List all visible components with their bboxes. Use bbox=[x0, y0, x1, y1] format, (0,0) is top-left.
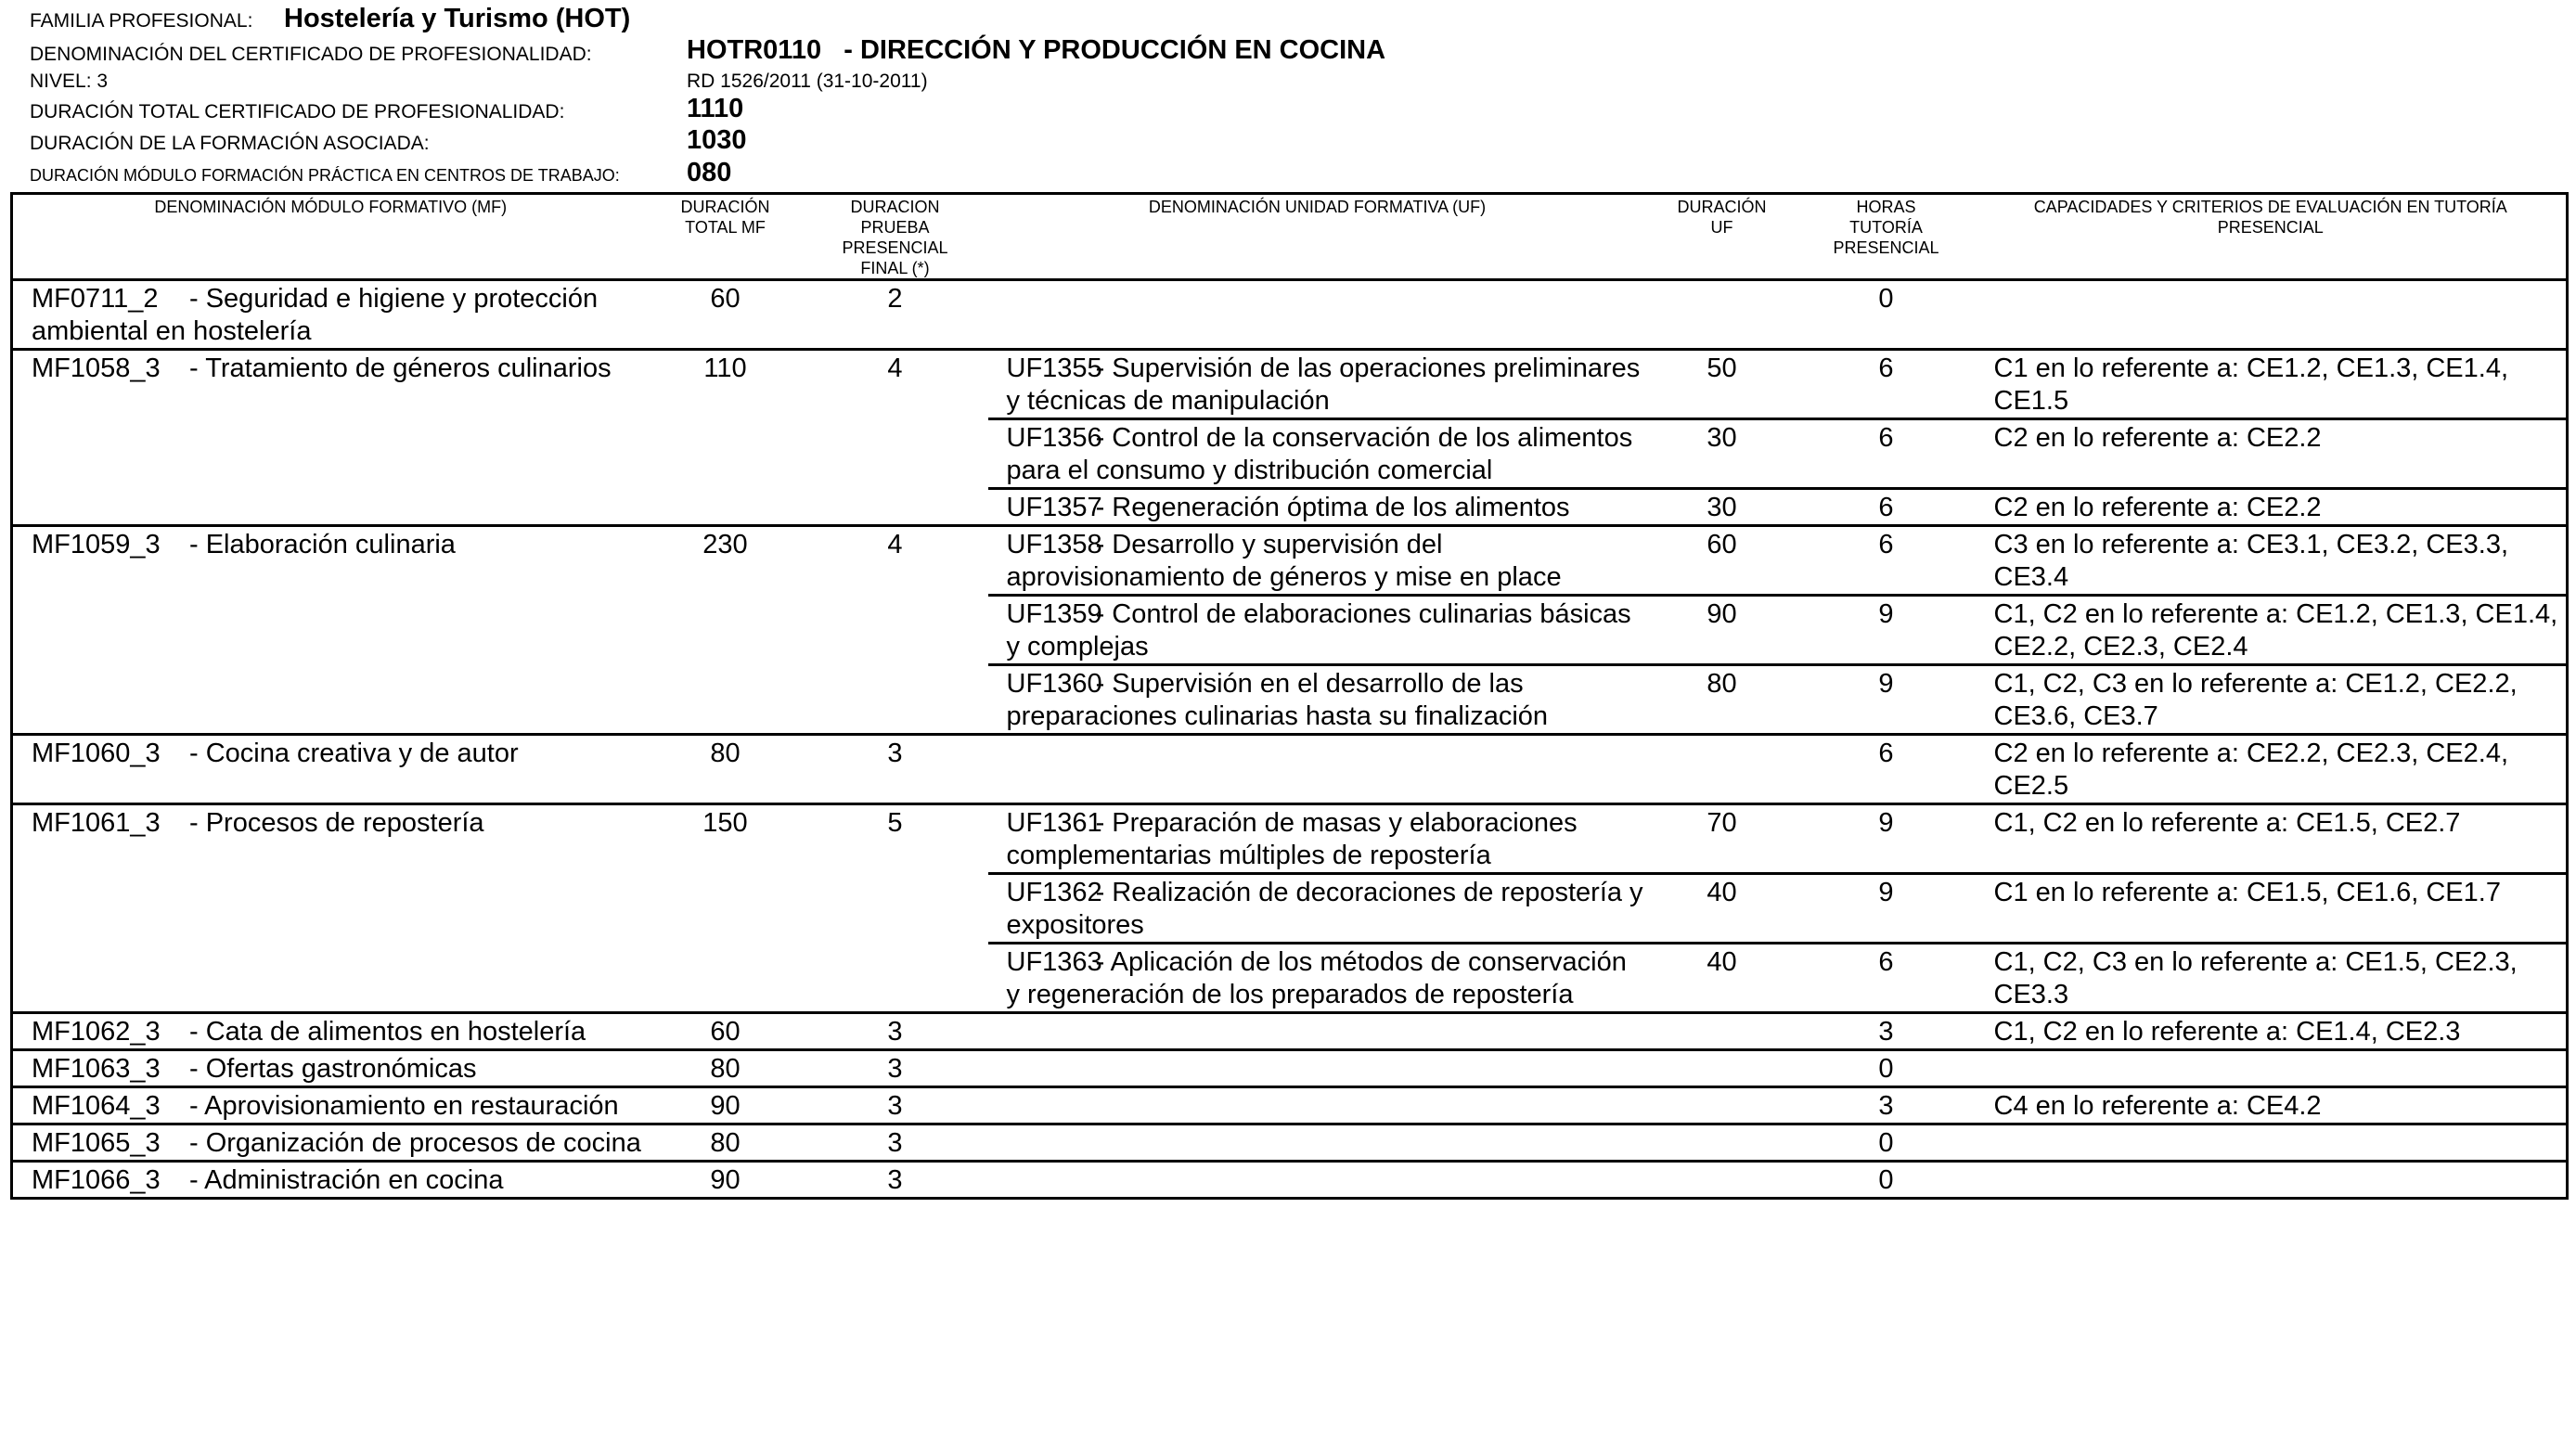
unit-name: - Control de elaboraciones culinarias básicas y complejas bbox=[1006, 599, 1631, 662]
module-code: MF1061_3 bbox=[32, 808, 161, 838]
unit-duracion: 30 bbox=[1647, 419, 1797, 489]
module-duracion: 90 bbox=[649, 1162, 803, 1199]
unit-capacidades: C1 en lo referente a: CE1.2, CE1.3, CE1.4, CE1.5 bbox=[1976, 350, 2568, 419]
unit-capacidades: C4 en lo referente a: CE4.2 bbox=[1976, 1087, 2568, 1124]
module-name-cell bbox=[12, 1162, 649, 1199]
module-code: MF1058_3 bbox=[32, 353, 161, 383]
table-row bbox=[12, 1124, 2568, 1162]
rd-value: RD 1526/2011 (31-10-2011) bbox=[687, 71, 928, 92]
unit-duracion bbox=[1647, 735, 1797, 804]
unit-capacidades: C2 en lo referente a: CE2.2 bbox=[1976, 489, 2568, 526]
table-row bbox=[12, 1087, 2568, 1124]
unit-duracion bbox=[1647, 1124, 1797, 1162]
unit-duracion: 90 bbox=[1647, 596, 1797, 665]
module-prueba: 3 bbox=[803, 1050, 988, 1087]
modules-body bbox=[12, 280, 2568, 1199]
module-name: - Aprovisionamiento en restauración bbox=[189, 1091, 619, 1121]
unit-name-cell bbox=[988, 419, 1647, 489]
unit-capacidades bbox=[1976, 280, 2568, 350]
unit-capacidades: C1, C2 en lo referente a: CE1.2, CE1.3, CE1.4, CE2.2, CE2.3, CE2.4 bbox=[1976, 596, 2568, 665]
unit-name: - Realización de decoraciones de repostería y expositores bbox=[1006, 878, 1643, 940]
unit-name-cell bbox=[988, 526, 1647, 596]
module-name: - Procesos de repostería bbox=[189, 808, 484, 838]
module-code: MF1060_3 bbox=[32, 739, 161, 768]
unit-name-cell bbox=[988, 1013, 1647, 1050]
unit-duracion bbox=[1647, 1013, 1797, 1050]
module-name: - Cocina creativa y de autor bbox=[189, 739, 519, 768]
module-prueba: 4 bbox=[803, 526, 988, 735]
module-name-cell bbox=[12, 1050, 649, 1087]
unit-duracion: 80 bbox=[1647, 665, 1797, 735]
module-prueba: 3 bbox=[803, 1124, 988, 1162]
unit-duracion bbox=[1647, 1162, 1797, 1199]
module-duracion: 80 bbox=[649, 1124, 803, 1162]
col-header-horas: HORAS TUTORÍA PRESENCIAL bbox=[1797, 194, 1976, 280]
unit-capacidades bbox=[1976, 1124, 2568, 1162]
unit-code: UF1358 bbox=[1006, 530, 1102, 559]
unit-name: - Supervisión de las operaciones preliminares y técnicas de manipulación bbox=[1006, 353, 1641, 416]
col-header-duracion-mf: DURACIÓN TOTAL MF bbox=[649, 194, 803, 280]
duracion-total-label: DURACIÓN TOTAL CERTIFICADO DE PROFESIONALIDAD: bbox=[30, 101, 565, 122]
table-row bbox=[12, 1013, 2568, 1050]
unit-capacidades: C2 en lo referente a: CE2.2 bbox=[1976, 419, 2568, 489]
module-code: MF1066_3 bbox=[32, 1165, 161, 1195]
module-prueba: 5 bbox=[803, 804, 988, 1013]
unit-duracion bbox=[1647, 1087, 1797, 1124]
unit-name: - Preparación de masas y elaboraciones complementarias múltiples de repostería bbox=[1006, 808, 1578, 870]
unit-name-cell bbox=[988, 665, 1647, 735]
module-code: MF1064_3 bbox=[32, 1091, 161, 1121]
module-code: MF1059_3 bbox=[32, 530, 161, 559]
unit-code: UF1361 bbox=[1006, 808, 1102, 838]
module-name: - Seguridad e higiene y protección ambiental en hostelería bbox=[32, 284, 599, 346]
module-name: - Elaboración culinaria bbox=[189, 530, 456, 559]
module-prueba: 3 bbox=[803, 1087, 988, 1124]
module-code: MF1062_3 bbox=[32, 1017, 161, 1047]
unit-capacidades: C1 en lo referente a: CE1.5, CE1.6, CE1.7 bbox=[1976, 874, 2568, 944]
duracion-formacion-label: DURACIÓN DE LA FORMACIÓN ASOCIADA: bbox=[30, 133, 430, 154]
unit-capacidades bbox=[1976, 1050, 2568, 1087]
unit-capacidades: C1, C2, C3 en lo referente a: CE1.5, CE2.3, CE3.3 bbox=[1976, 944, 2568, 1013]
unit-horas-tutoria: 3 bbox=[1797, 1013, 1976, 1050]
unit-code: UF1356 bbox=[1006, 423, 1102, 453]
module-name-cell bbox=[12, 280, 649, 350]
unit-horas-tutoria: 3 bbox=[1797, 1087, 1976, 1124]
module-code: MF1065_3 bbox=[32, 1128, 161, 1158]
certificate-title: HOTR0110 - DIRECCIÓN Y PRODUCCIÓN EN COCINA bbox=[687, 35, 1386, 65]
modules-table bbox=[10, 192, 2569, 1200]
unit-name: - Aplicación de los métodos de conservación y regeneración de los preparados de repostería bbox=[1006, 947, 1627, 1009]
unit-capacidades: C1, C2, C3 en lo referente a: CE1.2, CE2.2, CE3.6, CE3.7 bbox=[1976, 665, 2568, 735]
table-row bbox=[12, 350, 2568, 419]
module-code: MF1063_3 bbox=[32, 1054, 161, 1084]
col-header-duracion-uf: DURACIÓN UF bbox=[1647, 194, 1797, 280]
table-row bbox=[12, 804, 2568, 874]
unit-capacidades: C1, C2 en lo referente a: CE1.5, CE2.7 bbox=[1976, 804, 2568, 874]
module-prueba: 3 bbox=[803, 1162, 988, 1199]
unit-name-cell bbox=[988, 1087, 1647, 1124]
table-row bbox=[12, 735, 2568, 804]
unit-horas-tutoria: 0 bbox=[1797, 280, 1976, 350]
table-header-row bbox=[12, 194, 2568, 280]
module-name-cell bbox=[12, 1087, 649, 1124]
module-name-cell bbox=[12, 1013, 649, 1050]
module-duracion: 90 bbox=[649, 1087, 803, 1124]
familia-label: FAMILIA PROFESIONAL: bbox=[30, 10, 253, 32]
duracion-formacion-value: 1030 bbox=[687, 125, 747, 155]
module-name-cell bbox=[12, 1124, 649, 1162]
unit-name-cell bbox=[988, 1124, 1647, 1162]
module-name-cell bbox=[12, 804, 649, 1013]
module-prueba: 4 bbox=[803, 350, 988, 526]
module-prueba: 2 bbox=[803, 280, 988, 350]
unit-horas-tutoria: 9 bbox=[1797, 874, 1976, 944]
unit-code: UF1363 bbox=[1006, 947, 1102, 977]
module-name-cell bbox=[12, 526, 649, 735]
module-name: - Tratamiento de géneros culinarios bbox=[189, 353, 612, 383]
unit-code: UF1355 bbox=[1006, 353, 1102, 383]
unit-name-cell bbox=[988, 804, 1647, 874]
module-name: - Administración en cocina bbox=[189, 1165, 504, 1195]
col-header-prueba: DURACION PRUEBA PRESENCIAL FINAL (*) bbox=[803, 194, 988, 280]
unit-horas-tutoria: 9 bbox=[1797, 804, 1976, 874]
unit-name: - Control de la conservación de los alimentos para el consumo y distribución comercial bbox=[1006, 423, 1633, 485]
module-name-cell bbox=[12, 735, 649, 804]
unit-duracion: 60 bbox=[1647, 526, 1797, 596]
unit-capacidades: C1, C2 en lo referente a: CE1.4, CE2.3 bbox=[1976, 1013, 2568, 1050]
unit-name-cell bbox=[988, 1050, 1647, 1087]
unit-code: UF1362 bbox=[1006, 878, 1102, 907]
unit-horas-tutoria: 0 bbox=[1797, 1124, 1976, 1162]
module-prueba: 3 bbox=[803, 735, 988, 804]
unit-name-cell bbox=[988, 1162, 1647, 1199]
unit-code: UF1357 bbox=[1006, 493, 1102, 522]
unit-duracion bbox=[1647, 1050, 1797, 1087]
unit-name: - Supervisión en el desarrollo de las preparaciones culinarias hasta su finalización bbox=[1006, 669, 1549, 731]
unit-name-cell bbox=[988, 489, 1647, 526]
table-row bbox=[12, 526, 2568, 596]
unit-horas-tutoria: 0 bbox=[1797, 1050, 1976, 1087]
unit-horas-tutoria: 9 bbox=[1797, 596, 1976, 665]
unit-name-cell bbox=[988, 735, 1647, 804]
unit-code: UF1360 bbox=[1006, 669, 1102, 699]
unit-horas-tutoria: 6 bbox=[1797, 489, 1976, 526]
unit-horas-tutoria: 0 bbox=[1797, 1162, 1976, 1199]
unit-name: - Regeneración óptima de los alimentos bbox=[1095, 493, 1570, 522]
duracion-practica-value: 080 bbox=[687, 158, 732, 187]
module-name-cell bbox=[12, 350, 649, 526]
duracion-total-value: 1110 bbox=[687, 94, 744, 123]
module-duracion: 230 bbox=[649, 526, 803, 735]
unit-duracion bbox=[1647, 280, 1797, 350]
module-duracion: 110 bbox=[649, 350, 803, 526]
table-row bbox=[12, 280, 2568, 350]
module-name: - Cata de alimentos en hostelería bbox=[189, 1017, 586, 1047]
unit-horas-tutoria: 6 bbox=[1797, 735, 1976, 804]
col-header-mf: DENOMINACIÓN MÓDULO FORMATIVO (MF) bbox=[12, 194, 649, 280]
module-code: MF0711_2 bbox=[32, 284, 159, 314]
unit-name-cell bbox=[988, 350, 1647, 419]
module-name: - Organización de procesos de cocina bbox=[189, 1128, 641, 1158]
unit-code: UF1359 bbox=[1006, 599, 1102, 629]
unit-name-cell bbox=[988, 874, 1647, 944]
module-duracion: 60 bbox=[649, 280, 803, 350]
unit-name-cell bbox=[988, 280, 1647, 350]
table-row bbox=[12, 1162, 2568, 1199]
unit-name: - Desarrollo y supervisión del aprovisionamiento de géneros y mise en place bbox=[1006, 530, 1562, 592]
module-duracion: 60 bbox=[649, 1013, 803, 1050]
unit-duracion: 70 bbox=[1647, 804, 1797, 874]
module-duracion: 80 bbox=[649, 735, 803, 804]
denominacion-label: DENOMINACIÓN DEL CERTIFICADO DE PROFESIONALIDAD: bbox=[30, 44, 592, 65]
module-duracion: 150 bbox=[649, 804, 803, 1013]
col-header-capacidades: CAPACIDADES Y CRITERIOS DE EVALUACIÓN EN TUTORÍA PRESENCIAL bbox=[1976, 194, 2568, 280]
unit-horas-tutoria: 6 bbox=[1797, 350, 1976, 419]
unit-horas-tutoria: 6 bbox=[1797, 526, 1976, 596]
duracion-practica-label: DURACIÓN MÓDULO FORMACIÓN PRÁCTICA EN CENTROS DE TRABAJO: bbox=[30, 166, 620, 185]
unit-name-cell bbox=[988, 596, 1647, 665]
unit-horas-tutoria: 6 bbox=[1797, 419, 1976, 489]
unit-capacidades: C2 en lo referente a: CE2.2, CE2.3, CE2.4, CE2.5 bbox=[1976, 735, 2568, 804]
module-duracion: 80 bbox=[649, 1050, 803, 1087]
table-row bbox=[12, 1050, 2568, 1087]
unit-capacidades: C3 en lo referente a: CE3.1, CE3.2, CE3.3, CE3.4 bbox=[1976, 526, 2568, 596]
unit-horas-tutoria: 9 bbox=[1797, 665, 1976, 735]
unit-name-cell bbox=[988, 944, 1647, 1013]
unit-horas-tutoria: 6 bbox=[1797, 944, 1976, 1013]
nivel-label: NIVEL: 3 bbox=[30, 71, 109, 92]
col-header-uf: DENOMINACIÓN UNIDAD FORMATIVA (UF) bbox=[988, 194, 1647, 280]
unit-duracion: 40 bbox=[1647, 874, 1797, 944]
unit-capacidades bbox=[1976, 1162, 2568, 1199]
unit-duracion: 50 bbox=[1647, 350, 1797, 419]
unit-duracion: 30 bbox=[1647, 489, 1797, 526]
module-prueba: 3 bbox=[803, 1013, 988, 1050]
module-name: - Ofertas gastronómicas bbox=[189, 1054, 477, 1084]
unit-duracion: 40 bbox=[1647, 944, 1797, 1013]
familia-value: Hostelería y Turismo (HOT) bbox=[284, 4, 631, 33]
